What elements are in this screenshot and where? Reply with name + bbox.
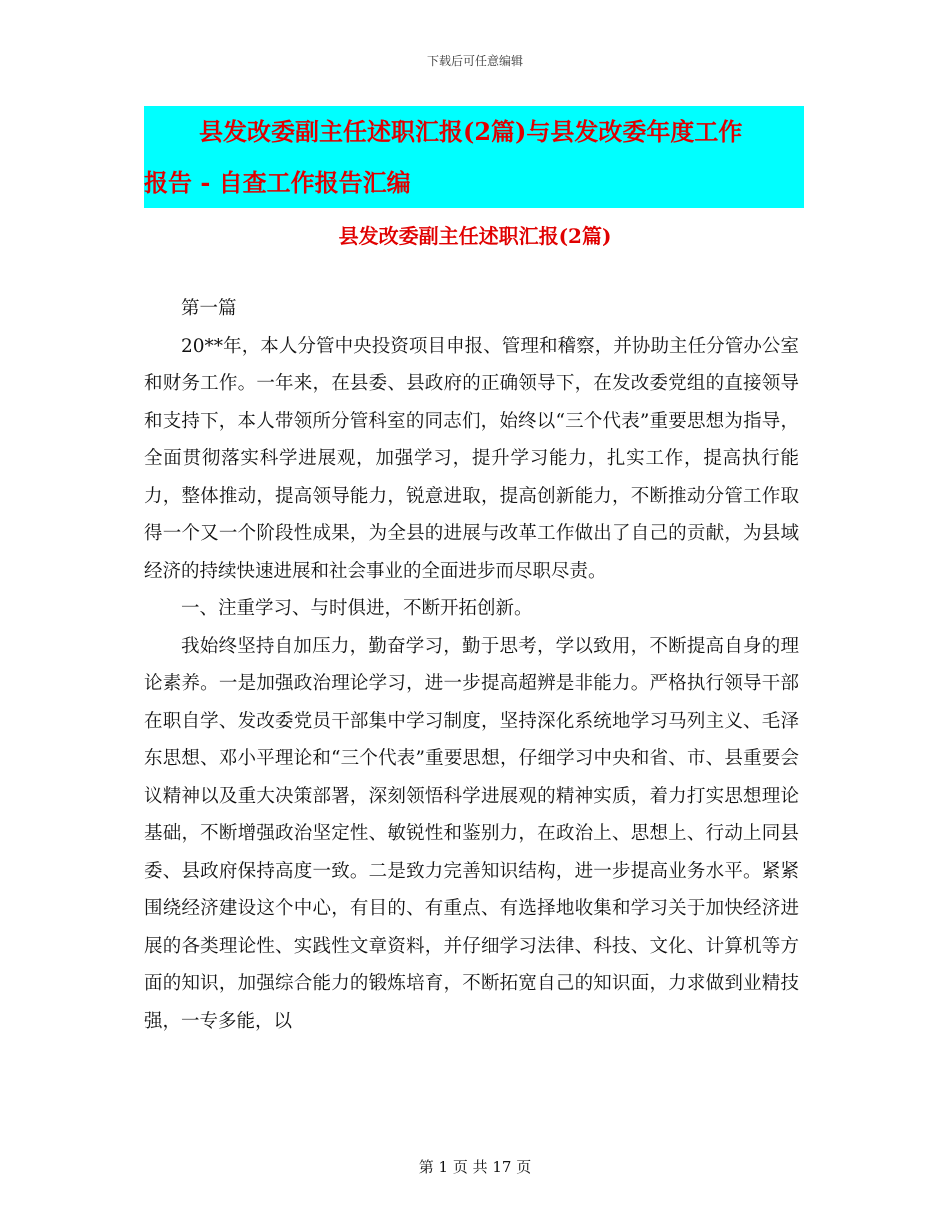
document-title-line1: 县发改委副主任述职汇报(2篇)与县发改委年度工作 — [199, 117, 743, 146]
header-note: 下载后可任意编辑 — [426, 54, 523, 68]
paragraph-part-heading: 第一篇 — [181, 298, 237, 319]
section-title: 县发改委副主任述职汇报(2篇) — [338, 224, 612, 248]
paragraph-intro: 20**年，本人分管中央投资项目申报、管理和稽察，并协助主任分管办公室和财务工作。一年来，在县委、县政府的正确领导下，在发改委党组的直接领导和支持下，本人带领所分管科室的同志们，始终以“三个代表”重要思想为指导，全面贯彻落实科学进展观，加强学习，提升学习能力，扎实工作，提高执行能力，整体推动，提高领导能力，锐意进取，提高创新能力，不断推动分管工作取得一个又一个阶段性成果，为全县的进展与改革工作做出了自己的贡献，为县域经济的持续快速进展和社会事业的全面进步而尽职尽责。 — [144, 335, 799, 582]
document-title — [144, 106, 804, 208]
document-body — [144, 290, 799, 1040]
document-title-line2: 报告 - 自查工作报告汇编 — [144, 168, 411, 197]
paragraph-heading-1: 一、注重学习、与时俱进，不断开拓创新。 — [181, 598, 533, 619]
paragraph-study: 我始终坚持自加压力，勤奋学习，勤于思考，学以致用，不断提高自身的理论素养。一是加强政治理论学习，进一步提高超辨是非能力。严格执行领导干部在职自学、发改委党员干部集中学习制度，坚持深化系统地学习马列主义、毛泽东思想、邓小平理论和“三个代表”重要思想，仔细学习中央和省、市、县重要会议精神以及重大决策部署，深刻领悟科学进展观的精神实质，着力打实思想理论基础，不断增强政治坚定性、敏锐性和鉴别力，在政治上、思想上、行动上同县委、县政府保持高度一致。二是致力完善知识结构，进一步提高业务水平。紧紧围绕经济建设这个中心，有目的、有重点、有选择地收集和学习关于加快经济进展的各类理论性、实践性文章资料，并仔细学习法律、科技、文化、计算机等方面的知识，加强综合能力的锻炼培育，不断拓宽自己的知识面，力求做到业精技强，一专多能，以 — [144, 635, 799, 1032]
page-number: 第 1 页 共 17 页 — [418, 1158, 532, 1176]
